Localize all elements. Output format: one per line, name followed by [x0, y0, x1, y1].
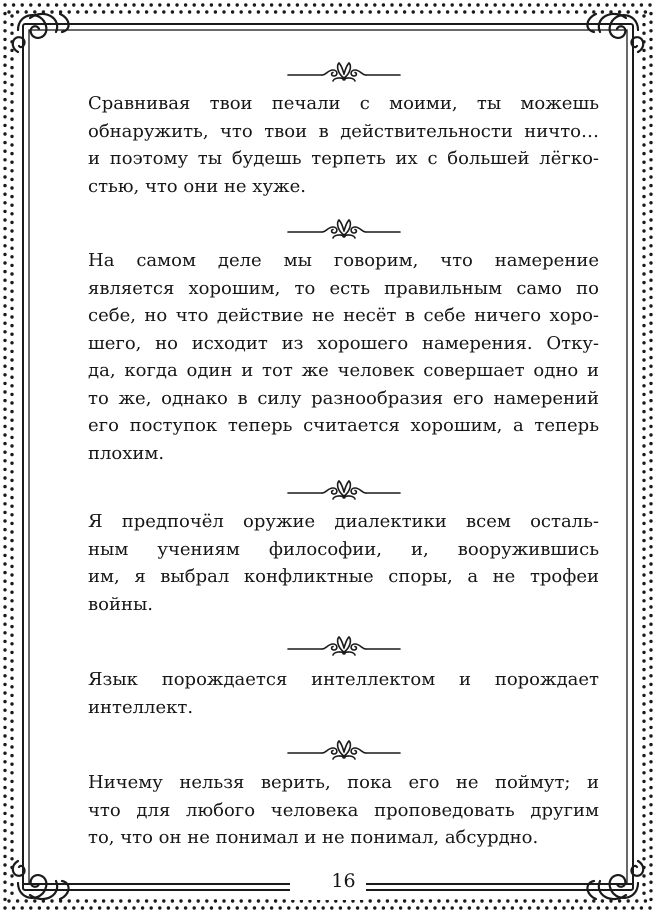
quote-line: Ничему нельзя верить, пока его не поймут; и [88, 772, 599, 793]
quote-line: обнаружить, что твои в действительности ничто… [88, 120, 599, 142]
quote-line: то же, однако в силу разнообразия его намерений [88, 387, 599, 409]
fleuron-divider-icon [88, 478, 599, 502]
quote-4 [88, 666, 599, 721]
quote-line: что для любого человека проповедовать другим [88, 799, 599, 821]
quote-2 [88, 247, 599, 467]
quote-line: то, что он не понимал и не понимал, абсурдно. [88, 827, 539, 848]
page-content [88, 0, 599, 913]
corner-flourish-bottom-left-icon [13, 861, 69, 899]
quote-line: и поэтому ты будешь терпеть их с большей лёгко- [88, 148, 599, 169]
page-number: 16 [331, 870, 356, 892]
quote-line: Я предпочёл оружие диалектики всем осталь- [88, 511, 599, 532]
quote-line: является хорошим, то есть правильным само по [88, 277, 599, 299]
quote-line: войны. [88, 593, 154, 615]
quote-line: интеллект. [88, 696, 194, 718]
quote-1 [88, 90, 599, 200]
fleuron-divider-icon [88, 738, 599, 762]
fleuron-divider-icon [88, 217, 599, 241]
fleuron-divider-icon [88, 634, 599, 658]
quote-line: Сравнивая твои печали с моими, ты можешь [88, 93, 599, 114]
quote-line: стью, что они не хуже. [88, 175, 306, 197]
quote-5 [88, 769, 599, 852]
quote-line: да, когда один и тот же человек совершает одно и [88, 360, 599, 381]
quote-line: На самом деле мы говорим, что намерение [88, 250, 599, 271]
quote-line: шего, но исходит из хорошего намерения. Отку- [88, 332, 599, 354]
quote-line: плохим. [88, 442, 165, 464]
quote-line: им, я выбрал конфликтные споры, а не трофеи [88, 566, 599, 587]
fleuron-divider-icon [88, 60, 599, 84]
quote-3 [88, 508, 599, 618]
quote-line: его поступок теперь считается хорошим, а теперь [88, 415, 599, 436]
corner-flourish-top-left-icon [13, 14, 69, 52]
quote-line: Язык порождается интеллектом и порождает [88, 669, 599, 690]
quote-line: ным учениям философии, и, вооружившись [88, 538, 599, 560]
quote-line: себе, но что действие не несёт в себе ничего хоро- [88, 305, 599, 326]
